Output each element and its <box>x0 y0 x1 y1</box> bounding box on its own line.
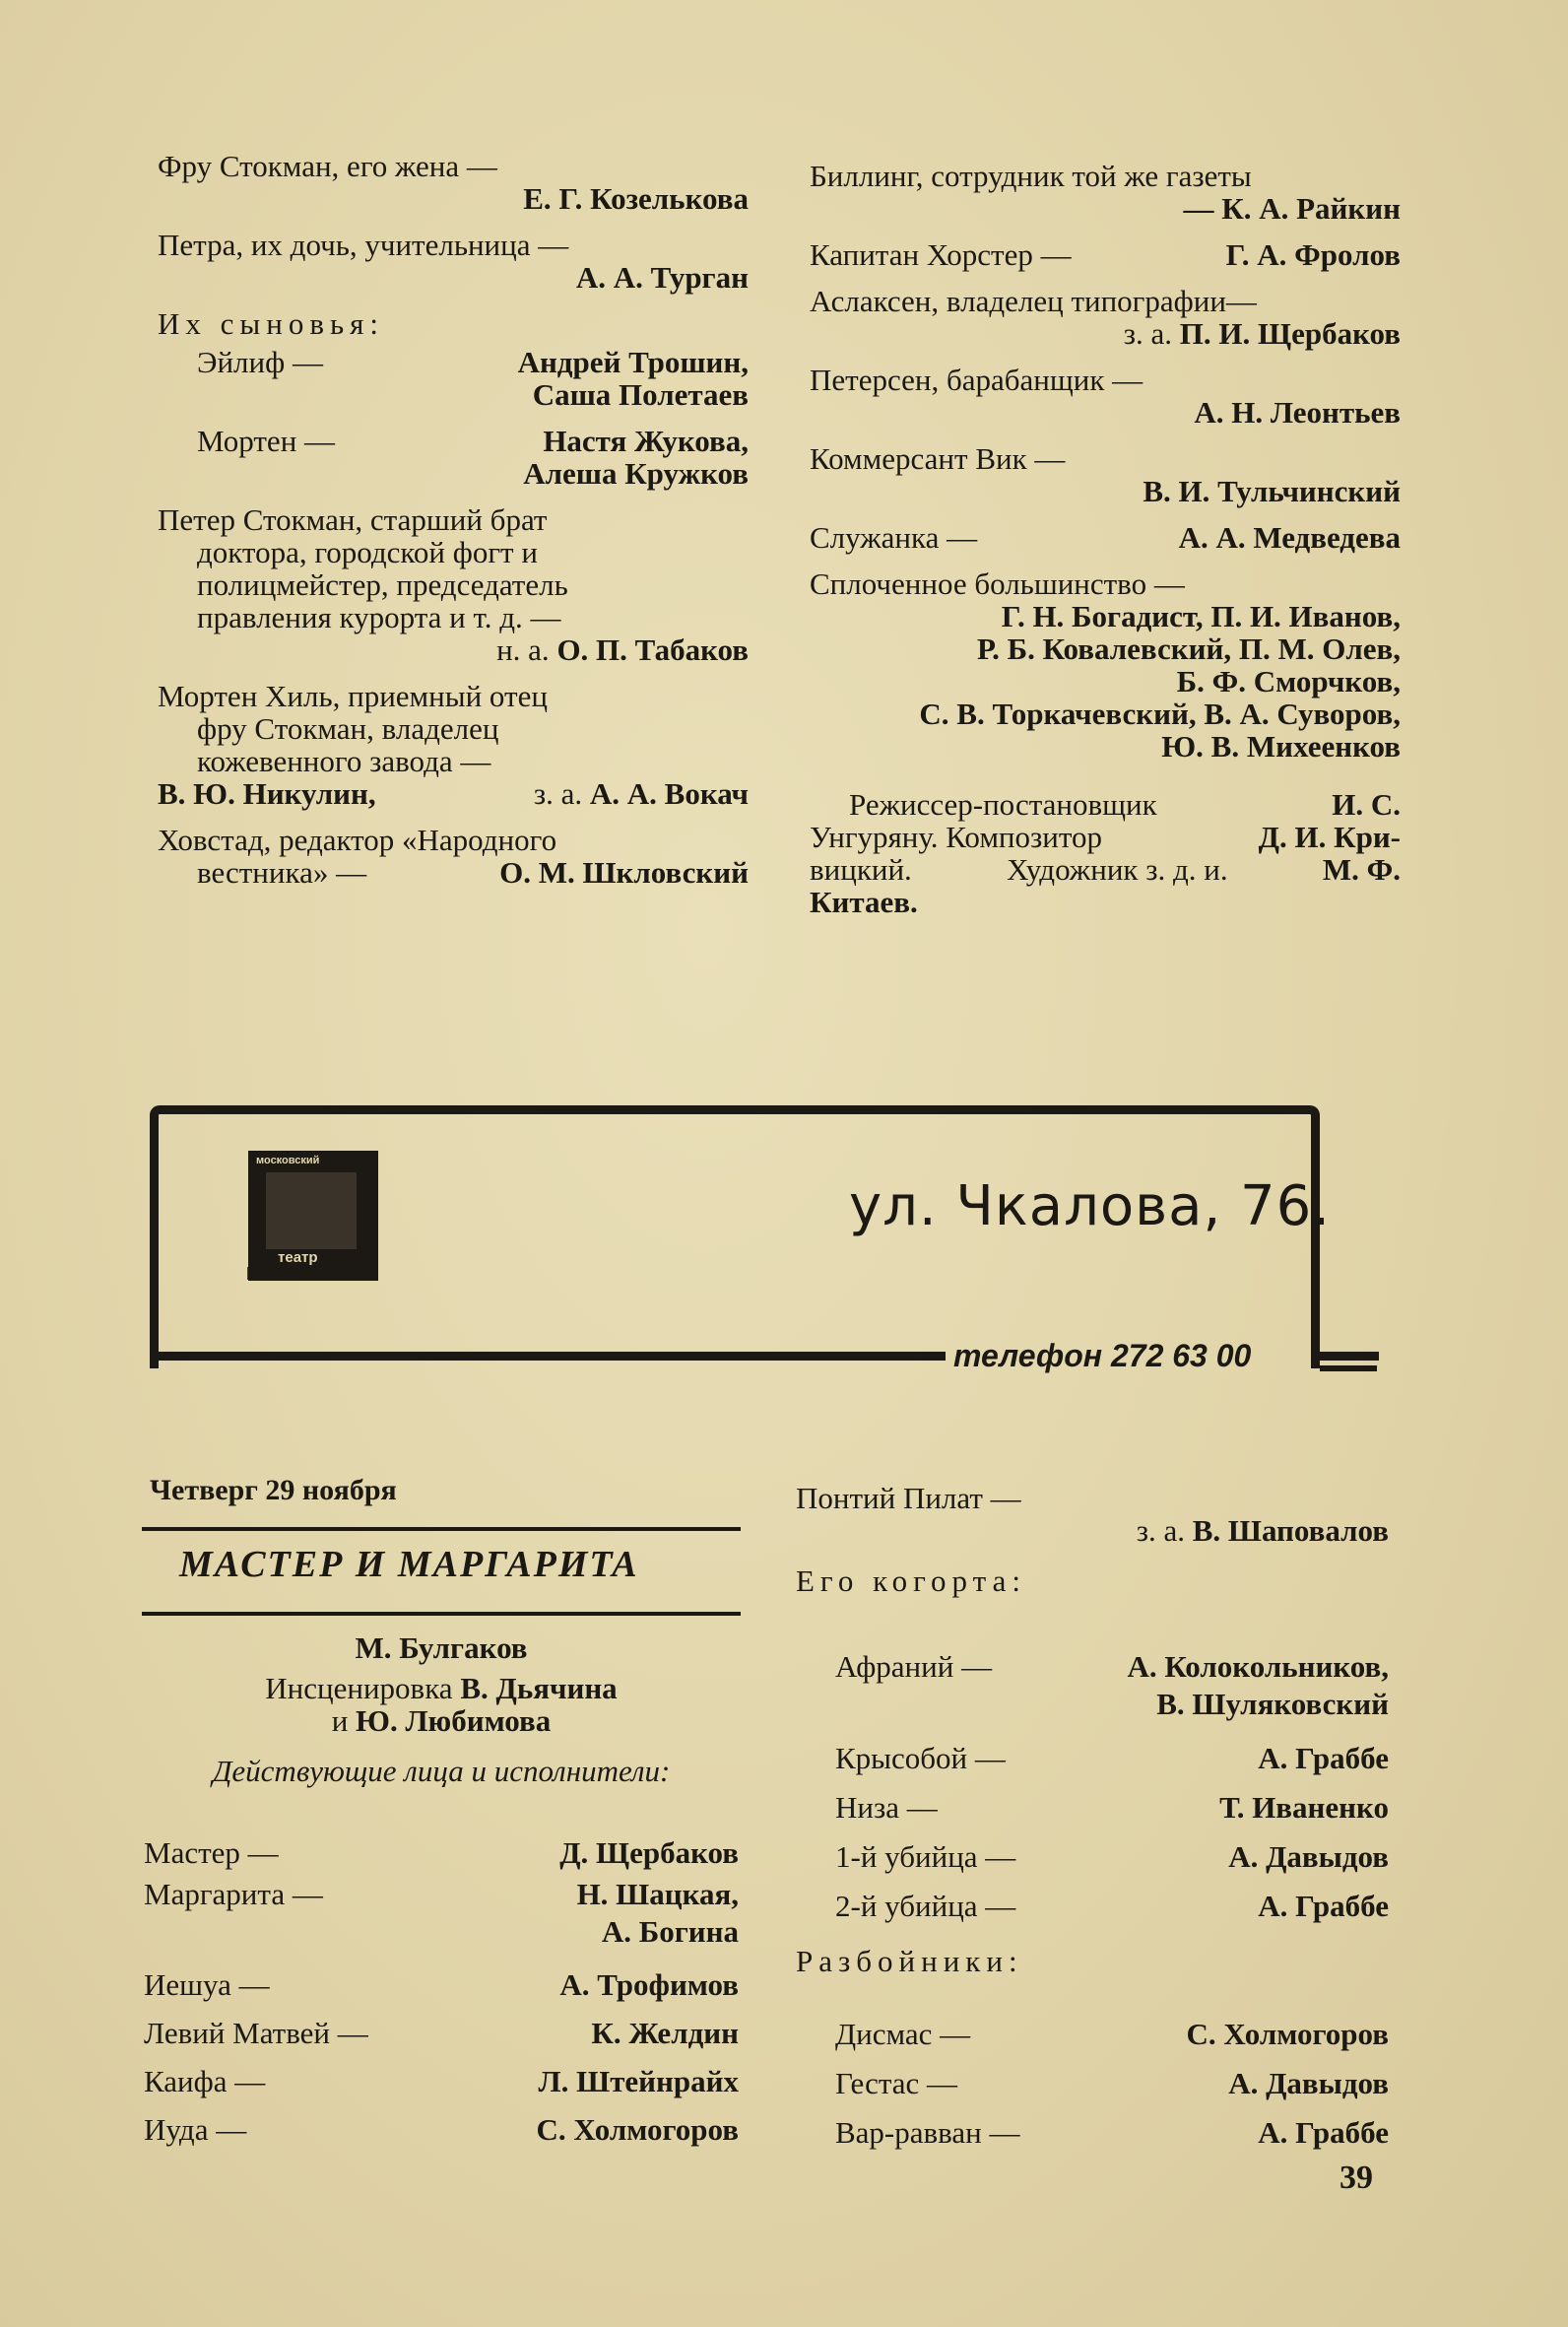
maid-role: Служанка — <box>810 520 978 555</box>
cohort-row <box>835 1734 1389 1783</box>
pilate-role: Понтий Пилат — <box>796 1481 1021 1515</box>
peter-actor-prefix: н. а. <box>496 632 550 667</box>
robber-row <box>835 2059 1389 2108</box>
theatre-logo-mid-text: театр <box>278 1249 318 1266</box>
top-left-column <box>158 150 749 889</box>
robber-row <box>835 2108 1389 2158</box>
robber-role: Дисмас — <box>835 2017 971 2051</box>
credits-composer-label: Унгуряну. Композитор <box>810 820 1102 854</box>
play-credits-block <box>142 1631 741 1787</box>
credits-composer-name: Д. И. Кри- <box>1258 820 1401 854</box>
kiil-actor-line <box>158 777 749 810</box>
robbers-list <box>835 2010 1389 2158</box>
cohort-role: 1-й убийца — <box>835 1839 1016 1874</box>
cohort-role: Афраний — <box>835 1649 993 1684</box>
hovstad-line-2 <box>158 856 749 889</box>
cast-row <box>144 2009 739 2057</box>
aslaksen-role: Аслаксен, владелец типографии— <box>810 284 1257 318</box>
cohort-row <box>835 1882 1389 1931</box>
eilif-actor-2: Саша Полетаев <box>532 377 749 412</box>
peter-line-1: Петер Стокман, старший брат <box>158 502 548 537</box>
sons-label: Их сыновья: <box>158 306 384 341</box>
robber-actor: А. Давыдов <box>1228 2066 1389 2100</box>
horster-row <box>810 238 1401 271</box>
cohort-row <box>835 1832 1389 1882</box>
cohort-actor: А. Граббе <box>1258 1889 1389 1923</box>
theatre-logo-square <box>266 1172 357 1249</box>
majority-role: Сплоченное большинство — <box>810 566 1185 601</box>
maid-row <box>810 521 1401 554</box>
credits-line-4: Китаев. <box>810 885 918 919</box>
aslaksen-actor: П. И. Щербаков <box>1179 316 1401 351</box>
majority-line-2: Р. Б. Ковалевский, П. М. Олев, <box>977 632 1401 666</box>
hovstad-role-end: вестника» — <box>197 855 367 890</box>
adaptation-and: и <box>331 1703 349 1738</box>
credits-line-1 <box>810 788 1401 821</box>
cast-actor: Н. Шацкая, <box>576 1877 739 1911</box>
robber-actor: А. Граббе <box>1258 2115 1389 2150</box>
petersen-actor: А. Н. Леонтьев <box>1194 395 1401 430</box>
morten-actor-1: Настя Жукова, <box>543 424 749 458</box>
pilate-actor-prefix: з. а. <box>1136 1513 1185 1548</box>
eilif-actor-1: Андрей Трошин, <box>517 345 749 379</box>
petra-role: Петра, их дочь, учительница — <box>158 228 569 262</box>
adaptation-prefix: Инсценировка <box>265 1671 453 1705</box>
robber-actor: С. Холмогоров <box>1186 2017 1389 2051</box>
frau-role: Фру Стокман, его жена — <box>158 149 497 183</box>
cohort-actor: А. Давыдов <box>1228 1839 1389 1874</box>
bottom-right-column <box>796 1482 1389 1597</box>
theatre-address: ул. Чкалова, 76. <box>849 1174 1332 1238</box>
play-title: МАСТЕР И МАРГАРИТА <box>179 1544 639 1585</box>
cast-header: Действующие лица и исполнители: <box>212 1754 671 1788</box>
pilate-actor-line <box>796 1514 1389 1547</box>
kiil-actor-1: В. Ю. Никулин, <box>158 776 376 811</box>
cohort-role: Низа — <box>835 1790 938 1825</box>
cohort-row <box>835 1783 1389 1832</box>
kiil-actor-prefix: з. а. <box>533 776 583 811</box>
cohort-role: Крысобой — <box>835 1741 1006 1775</box>
billing-role: Биллинг, сотрудник той же газеты <box>810 159 1252 193</box>
peter-actor: О. П. Табаков <box>556 632 749 667</box>
play-author: М. Булгаков <box>355 1630 528 1665</box>
peter-line-3: полицмейстер, председатель <box>197 567 568 602</box>
vik-actor: В. И. Тульчинский <box>1143 474 1401 508</box>
eilif-row <box>158 346 749 378</box>
top-right-column <box>810 160 1401 918</box>
majority-line-4: С. В. Торкачевский, В. А. Суворов, <box>919 697 1401 731</box>
credits-director-initials: И. С. <box>1332 787 1401 822</box>
cast-row <box>144 1912 739 1961</box>
cast-role: Иешуа — <box>144 1967 270 2002</box>
kiil-line-2: фру Стокман, владелец <box>197 711 499 746</box>
morten-row <box>158 425 749 457</box>
adaptation-line-2 <box>142 1704 741 1737</box>
cast-actor: Д. Щербаков <box>559 1835 739 1870</box>
majority-line-5: Ю. В. Михеенков <box>1161 729 1401 764</box>
cohort-actor: А. Колокольников, <box>1127 1649 1389 1684</box>
vik-role: Коммерсант Вик — <box>810 441 1066 476</box>
credits-artist-initials: М. Ф. <box>1322 852 1401 887</box>
title-rule-bottom <box>142 1612 741 1616</box>
robbers-label: Разбойники: <box>796 1944 1023 1978</box>
cast-actor: Л. Штейнрайх <box>538 2064 739 2098</box>
cast-actor: К. Желдин <box>591 2016 739 2050</box>
cast-actor: А. Богина <box>601 1914 739 1949</box>
majority-line-3: Б. Ф. Сморчков, <box>1176 664 1401 698</box>
majority-line-1: Г. Н. Богадист, П. И. Иванов, <box>1001 599 1401 633</box>
cast-role: Маргарита — <box>144 1877 323 1911</box>
theatre-logo-top-text: московский <box>256 1155 320 1166</box>
horster-actor: Г. А. Фролов <box>1225 237 1401 272</box>
cohort-actor: В. Шуляковский <box>1156 1687 1389 1721</box>
cast-role: Иуда — <box>144 2112 247 2147</box>
aslaksen-actor-line <box>810 317 1401 350</box>
cohort-role: 2-й убийца — <box>835 1889 1016 1923</box>
page-number: 39 <box>1339 2160 1373 2196</box>
peter-actor-line <box>158 633 749 666</box>
hovstad-line-1: Ховстад, редактор «Народного <box>158 823 557 857</box>
cast-role: Левий Матвей — <box>144 2016 368 2050</box>
billing-actor: — К. А. Райкин <box>1183 191 1401 226</box>
kiil-line-3: кожевенного завода — <box>197 744 491 778</box>
robber-role: Вар-равван — <box>835 2115 1020 2150</box>
theatre-phone: телефон 272 63 00 <box>953 1338 1252 1373</box>
frau-actor: Е. Г. Козелькова <box>523 181 749 216</box>
peter-line-4: правления курорта и т. д. — <box>197 600 561 634</box>
credits-composer-end: вицкий. <box>810 852 912 887</box>
robber-role: Гестас — <box>835 2066 958 2100</box>
cohort-row <box>835 1649 1389 1685</box>
cohort-list <box>835 1649 1389 1931</box>
morten-role: Мортен — <box>197 424 336 458</box>
address-box-bottom-rule-end <box>1320 1352 1379 1361</box>
horster-role: Капитан Хорстер — <box>810 237 1072 272</box>
address-box-bottom-rule-end-2 <box>1320 1365 1377 1371</box>
cast-row <box>144 2057 739 2105</box>
hovstad-actor: О. М. Шкловский <box>499 855 749 890</box>
adaptation-line-1 <box>142 1672 741 1704</box>
adaptation-name-2: Ю. Любимова <box>356 1703 552 1738</box>
cast-role: Каифа — <box>144 2064 266 2098</box>
cohort-actor: Т. Иваненко <box>1219 1790 1389 1825</box>
petersen-role: Петерсен, барабанщик — <box>810 363 1143 397</box>
cohort-label: Его когорта: <box>796 1563 1026 1598</box>
credits-line-2 <box>810 821 1401 853</box>
petra-actor: А. А. Турган <box>575 260 749 295</box>
cast-list <box>144 1828 739 2154</box>
cast-row <box>144 1877 739 1912</box>
cast-actor: С. Холмогоров <box>536 2112 739 2147</box>
cohort-row <box>835 1685 1389 1734</box>
cohort-actor: А. Граббе <box>1258 1741 1389 1775</box>
cast-actor: А. Трофимов <box>559 1967 739 2002</box>
title-rule-top <box>142 1527 741 1531</box>
kiil-actor-2: А. А. Вокач <box>589 776 749 811</box>
pilate-actor: В. Шаповалов <box>1192 1513 1389 1548</box>
eilif-role: Эйлиф — <box>197 345 323 379</box>
credits-line-3 <box>810 853 1401 886</box>
credits-director-label: Режиссер-постановщик <box>849 787 1157 822</box>
cast-row <box>144 2105 739 2154</box>
theatre-logo-caption: НА ТАГАНКЕ <box>246 1264 366 1284</box>
robber-row <box>835 2010 1389 2059</box>
maid-actor: А. А. Медведева <box>1178 520 1401 555</box>
performance-date: Четверг 29 ноября <box>150 1474 397 1506</box>
peter-line-2: доктора, городской фогт и <box>197 535 538 569</box>
aslaksen-actor-prefix: з. а. <box>1123 316 1173 351</box>
theatre-logo <box>248 1151 378 1281</box>
adaptation-name-1: В. Дьячина <box>460 1671 618 1705</box>
cast-row <box>144 1828 739 1877</box>
morten-actor-2: Алеша Кружков <box>523 456 749 491</box>
cast-role: Мастер — <box>144 1835 279 1870</box>
kiil-line-1: Мортен Хиль, приемный отец <box>158 679 548 713</box>
address-box-bottom-rule <box>150 1352 946 1361</box>
cast-row <box>144 1961 739 2009</box>
credits-artist-label: Художник з. д. и. <box>1007 852 1228 887</box>
